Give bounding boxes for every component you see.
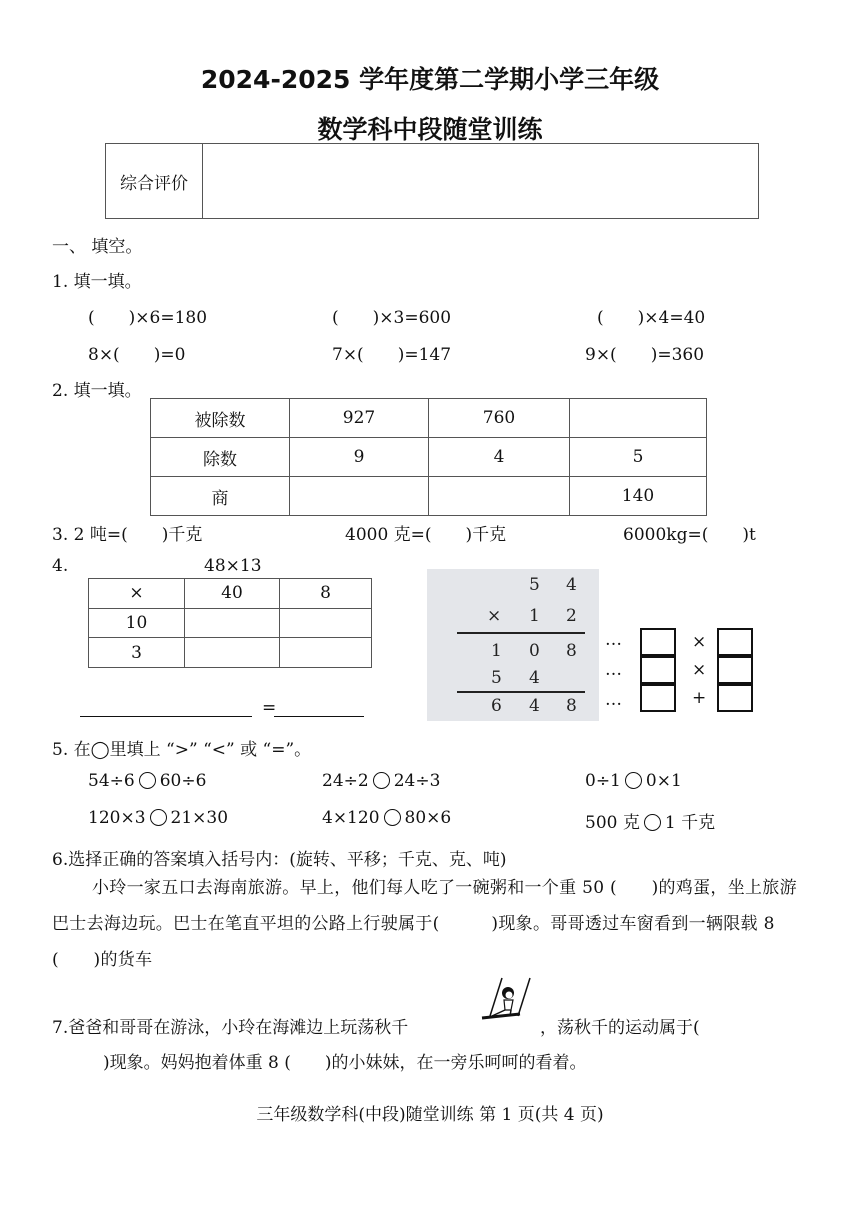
q3-item[interactable]: 3. 2 吨=( )千克 bbox=[52, 525, 203, 545]
compare-item bbox=[585, 808, 715, 833]
digit: 1 bbox=[491, 641, 502, 661]
table-cell-blank[interactable] bbox=[290, 477, 429, 516]
division-table bbox=[150, 398, 707, 516]
table-cell: 10 bbox=[89, 608, 185, 638]
compare-circle[interactable] bbox=[644, 814, 661, 831]
digit: 6 bbox=[491, 696, 502, 716]
rule-line bbox=[457, 691, 585, 693]
multiplication-table bbox=[88, 578, 372, 668]
compare-right: 60÷6 bbox=[159, 771, 207, 791]
digit: 8 bbox=[566, 641, 577, 661]
rule-line bbox=[457, 632, 585, 634]
q6-label: 6.选择正确的答案填入括号内：(旋转、平移；千克、克、吨) bbox=[52, 850, 507, 870]
table-cell: 3 bbox=[89, 638, 185, 668]
digit: 4 bbox=[529, 668, 540, 688]
equals-sign: = bbox=[262, 698, 277, 718]
table-cell: 4 bbox=[429, 438, 570, 477]
digit: 2 bbox=[566, 606, 577, 626]
compare-circle[interactable] bbox=[150, 809, 167, 826]
compare-item bbox=[585, 771, 682, 791]
compare-left: 120×3 bbox=[88, 808, 146, 828]
q7-line-2: )现象。妈妈抱着体重 8 ( )的小妹妹，在一旁乐呵呵的看着。 bbox=[103, 1053, 587, 1073]
digit: 8 bbox=[566, 696, 577, 716]
swing-icon bbox=[480, 976, 536, 1032]
q1-item[interactable]: ( )×6=180 bbox=[88, 308, 208, 328]
q3-item[interactable]: 4000 克=( )千克 bbox=[345, 525, 507, 545]
compare-circle[interactable] bbox=[384, 809, 401, 826]
compare-item bbox=[322, 808, 451, 828]
table-cell-blank[interactable] bbox=[429, 477, 570, 516]
compare-right: 24÷3 bbox=[393, 771, 441, 791]
compare-item bbox=[322, 771, 440, 791]
q1-item[interactable]: 8×( )=0 bbox=[88, 345, 186, 365]
answer-box[interactable] bbox=[640, 656, 676, 684]
operator: × bbox=[692, 632, 707, 652]
compare-right: 80×6 bbox=[404, 808, 452, 828]
table-cell: 140 bbox=[570, 477, 707, 516]
operator: × bbox=[692, 660, 707, 680]
answer-box[interactable] bbox=[717, 656, 753, 684]
q3-item[interactable]: 6000kg=( )t bbox=[623, 525, 756, 545]
q6-paragraph: 小玲一家五口去海南旅游。早上，他们每人吃了一碗粥和一个重 50 ( )的鸡蛋，坐上旅游巴士去海边玩。巴士在笔直平坦的公路上行驶属于( )现象。哥哥透过车窗看到一辆限载 8 ( )的货车 bbox=[52, 878, 797, 970]
digit: 5 bbox=[529, 575, 540, 595]
table-cell-blank[interactable] bbox=[570, 399, 707, 438]
compare-left: 24÷2 bbox=[322, 771, 369, 791]
answer-box[interactable] bbox=[640, 684, 676, 712]
q7-line-1b: ，荡秋千的运动属于( bbox=[540, 1018, 700, 1038]
q4-expression: 48×13 bbox=[204, 556, 262, 576]
table-cell: 40 bbox=[185, 579, 280, 609]
operator: + bbox=[692, 688, 707, 708]
vertical-multiplication-image bbox=[427, 569, 599, 721]
q1-item[interactable]: ( )×4=40 bbox=[597, 308, 706, 328]
compare-circle[interactable] bbox=[625, 772, 642, 789]
answer-blank-line[interactable] bbox=[274, 716, 364, 717]
digit: 1 bbox=[529, 606, 540, 626]
answer-blank-line[interactable] bbox=[80, 716, 252, 717]
q5-label: 5. 在◯里填上 “>” “<” 或 “=”。 bbox=[52, 740, 312, 760]
compare-right: 0×1 bbox=[645, 771, 682, 791]
q7-line-1a: 7.爸爸和哥哥在游泳，小玲在海滩边上玩荡秋千 bbox=[52, 1018, 409, 1038]
evaluation-label: 综合评价 bbox=[106, 144, 203, 219]
title-line-1: 2024-2025 学年度第二学期小学三年级 bbox=[200, 65, 660, 94]
answer-box[interactable] bbox=[640, 628, 676, 656]
table-cell-blank[interactable] bbox=[280, 638, 372, 668]
ellipsis: … bbox=[605, 630, 622, 650]
compare-right: 1 千克 bbox=[664, 813, 716, 833]
table-cell: 5 bbox=[570, 438, 707, 477]
compare-left: 4×120 bbox=[322, 808, 380, 828]
compare-item bbox=[88, 808, 228, 828]
table-cell-blank[interactable] bbox=[185, 638, 280, 668]
q4-label: 4. bbox=[52, 556, 69, 576]
evaluation-table bbox=[105, 143, 759, 219]
ellipsis: … bbox=[605, 660, 622, 680]
compare-circle[interactable] bbox=[139, 772, 156, 789]
answer-box[interactable] bbox=[717, 628, 753, 656]
answer-box[interactable] bbox=[717, 684, 753, 712]
digit: 4 bbox=[529, 696, 540, 716]
page-footer: 三年级数学科(中段)随堂训练 第 1 页(共 4 页) bbox=[256, 1105, 604, 1125]
digit: 5 bbox=[491, 668, 502, 688]
compare-circle[interactable] bbox=[373, 772, 390, 789]
digit: 0 bbox=[529, 641, 540, 661]
evaluation-cell[interactable] bbox=[203, 144, 759, 219]
table-cell-blank[interactable] bbox=[280, 608, 372, 638]
q1-item[interactable]: ( )×3=600 bbox=[332, 308, 452, 328]
table-cell-blank[interactable] bbox=[185, 608, 280, 638]
table-cell: 商 bbox=[151, 477, 290, 516]
table-cell: 760 bbox=[429, 399, 570, 438]
section-heading: 一、 填空。 bbox=[52, 237, 143, 257]
table-cell: 8 bbox=[280, 579, 372, 609]
ellipsis: … bbox=[605, 690, 622, 710]
compare-item bbox=[88, 771, 206, 791]
q1-item[interactable]: 9×( )=360 bbox=[585, 345, 705, 365]
digit: 4 bbox=[566, 575, 577, 595]
compare-left: 0÷1 bbox=[585, 771, 621, 791]
compare-right: 21×30 bbox=[170, 808, 229, 828]
compare-left: 54÷6 bbox=[88, 771, 135, 791]
q2-label: 2. 填一填。 bbox=[52, 381, 142, 401]
table-cell: 被除数 bbox=[151, 399, 290, 438]
title-line-2: 数学科中段随堂训练 bbox=[317, 115, 543, 144]
table-cell: × bbox=[89, 579, 185, 609]
table-cell: 927 bbox=[290, 399, 429, 438]
compare-left: 500 克 bbox=[585, 813, 640, 833]
table-cell: 除数 bbox=[151, 438, 290, 477]
digit: × bbox=[487, 606, 502, 626]
q1-label: 1. 填一填。 bbox=[52, 272, 142, 292]
table-cell: 9 bbox=[290, 438, 429, 477]
q1-item[interactable]: 7×( )=147 bbox=[332, 345, 452, 365]
